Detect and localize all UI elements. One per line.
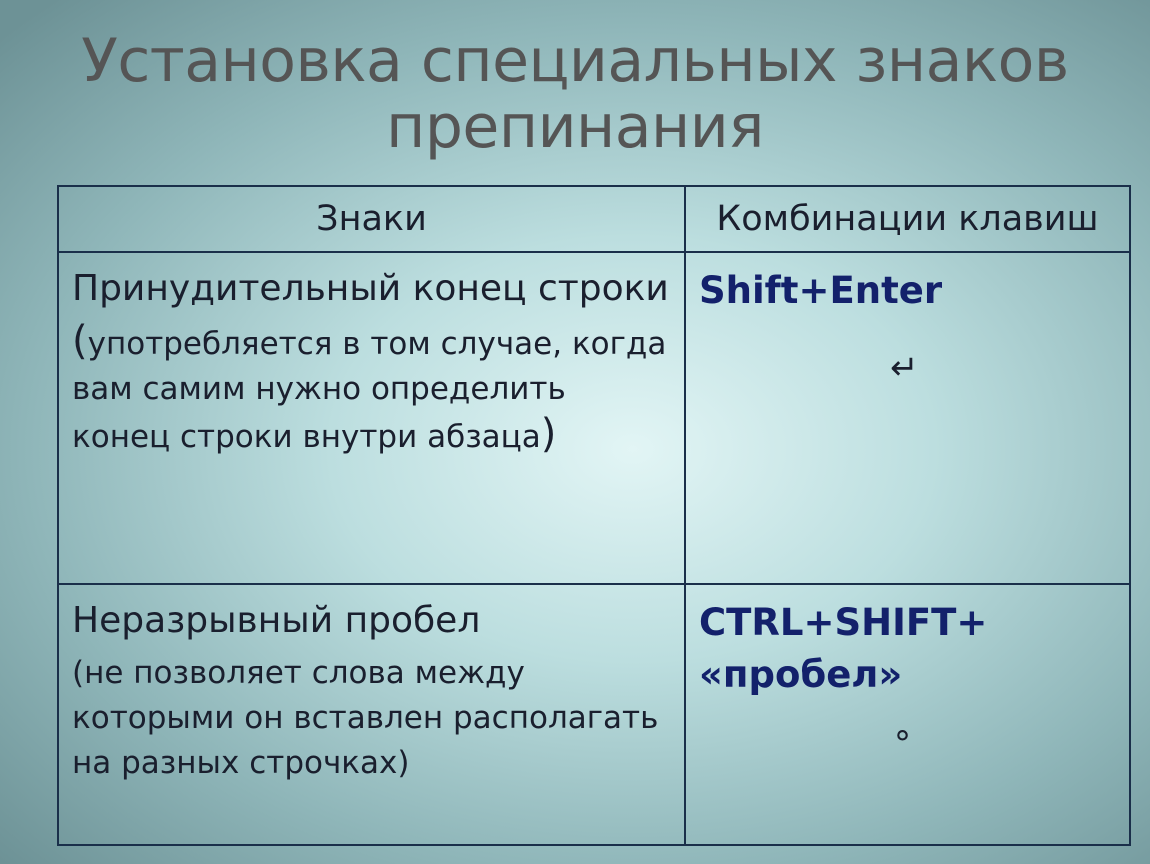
table-header-row: [58, 186, 1130, 252]
note-close-paren: ): [540, 411, 557, 457]
sign-note-nbsp: (не позволяет слова между которыми он вставлен располагать на разных строчках): [72, 655, 659, 781]
table-row: [58, 252, 1130, 584]
nbsp-symbol-icon: °: [894, 724, 911, 764]
note-text-line-break: употребляется в том случае, когда вам самим нужно определить конец строки внутри абзаца: [72, 326, 667, 455]
header-keys: Комбинации клавиш: [685, 186, 1130, 252]
keys-line-break: Shift+Enter: [699, 269, 943, 312]
keys-cell-line-break: [685, 252, 1130, 584]
keys-nbsp: CTRL+SHIFT+ «пробел»: [699, 601, 988, 696]
sign-cell-nbsp: [58, 584, 685, 845]
sign-name-nbsp: Неразрывный пробел: [72, 600, 481, 641]
sign-cell-line-break: [58, 252, 685, 584]
note-open-paren: (: [72, 318, 88, 364]
table-row: [58, 584, 1130, 845]
sign-note-line-break: [72, 319, 670, 460]
sign-name-line-break: Принудительный конец строки: [72, 268, 669, 309]
header-signs: Знаки: [58, 186, 685, 252]
keys-cell-nbsp: [685, 584, 1130, 845]
slide-title-line-1: Установка специальных знаков: [81, 26, 1069, 96]
shortcut-table: [57, 185, 1131, 846]
slide-title-line-2: препинания: [386, 92, 764, 162]
slide-title: [0, 28, 1150, 160]
line-break-symbol-icon: ↵: [890, 348, 919, 388]
